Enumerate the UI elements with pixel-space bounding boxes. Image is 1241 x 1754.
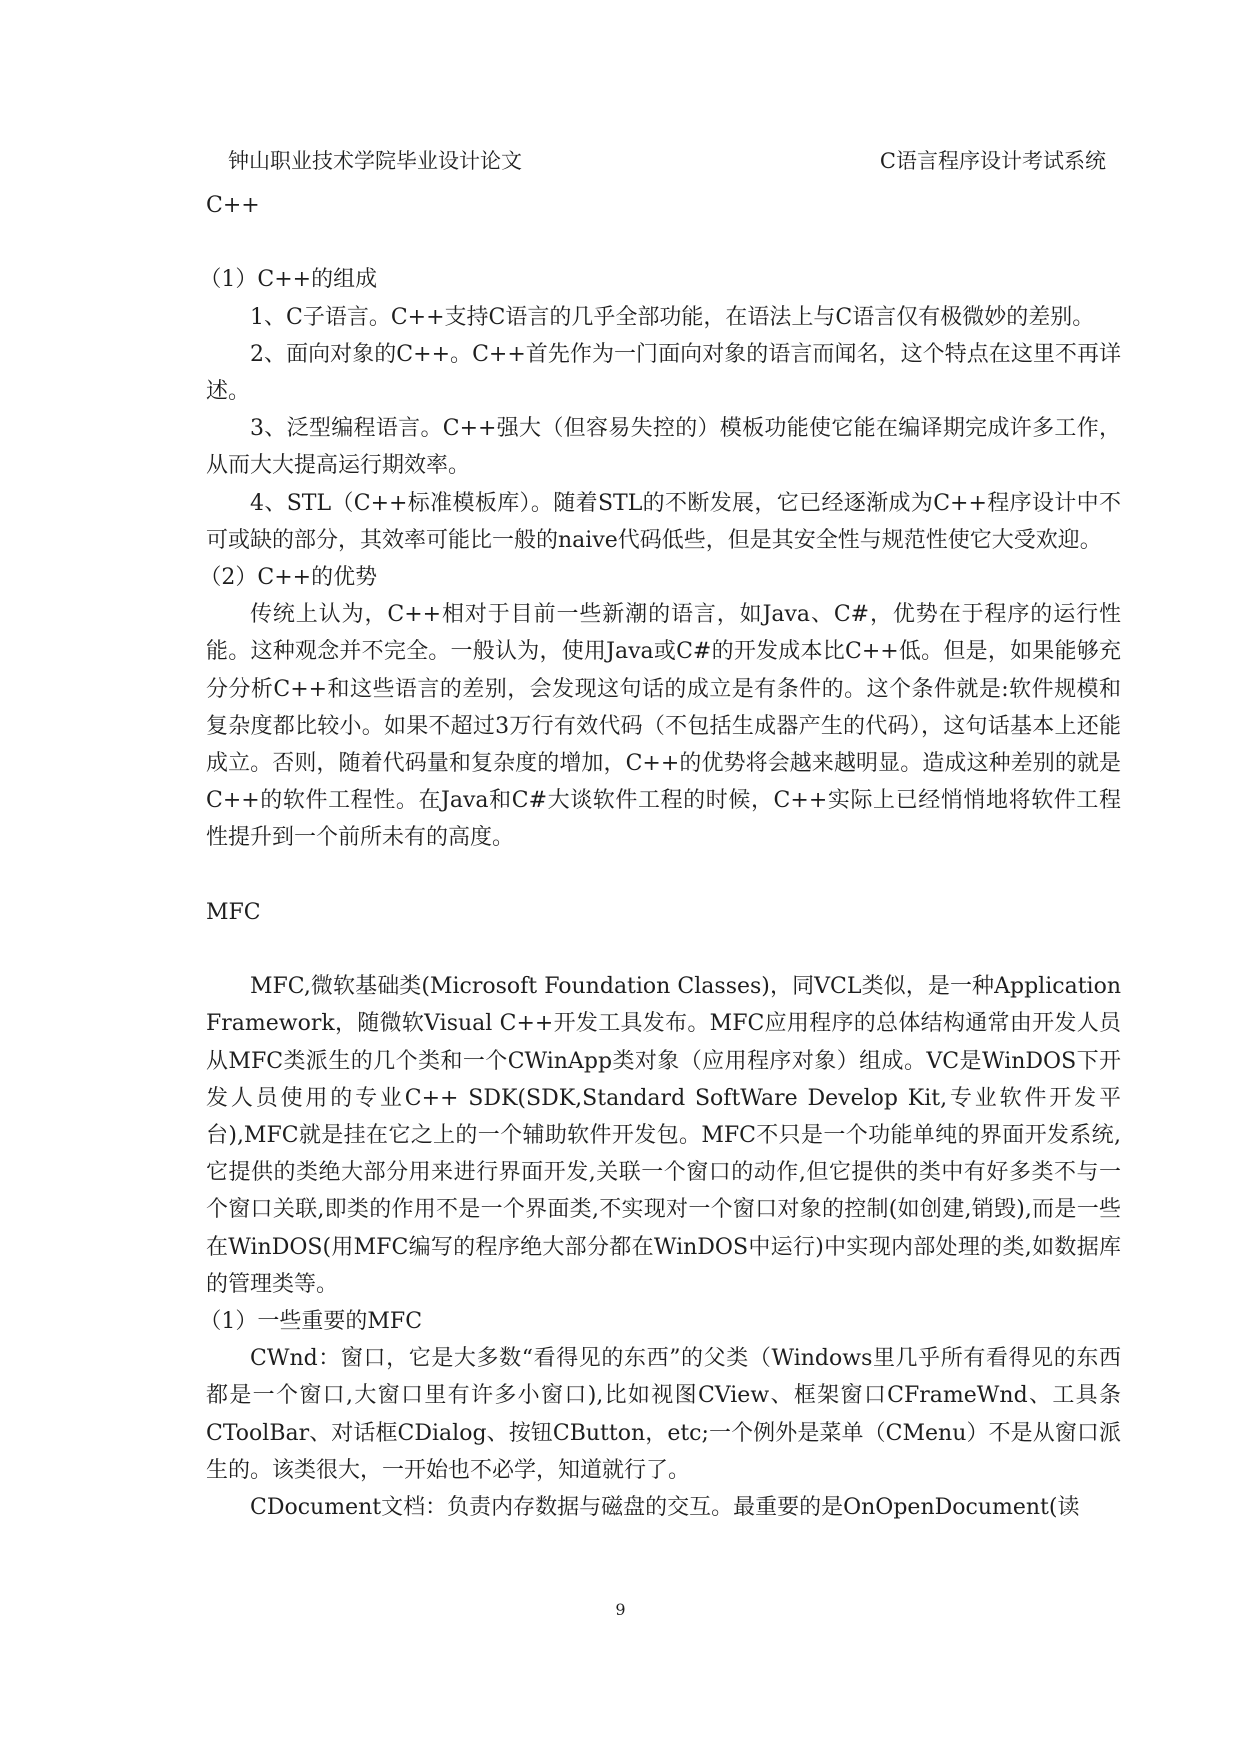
paragraph-cwnd: CWnd：窗口，它是大多数“看得见的东西”的父类（Windows里几乎所有看得见的东西都是一个窗口,大窗口里有许多小窗口),比如视图CView、框架窗口CFrameWnd、工具条CToolBar、对话框CDialog、按钮CButton，etc;一个例外是菜单（CMenu）不是从窗口派生的。该类很大，一开始也不必学，知道就行了。 xyxy=(206,1346,1121,1483)
subheading-cpp-composition: （1）C++的组成 xyxy=(199,267,378,293)
spacer xyxy=(206,931,1121,968)
page-header xyxy=(228,145,1106,177)
header-thesis-title: 钟山职业技术学院毕业设计论文 xyxy=(228,149,522,173)
page-number: 9 xyxy=(615,1600,626,1619)
spacer xyxy=(206,857,1121,894)
paragraph-c-sublanguage: 1、C子语言。C++支持C语言的几乎全部功能，在语法上与C语言仅有极微妙的差别。 xyxy=(250,304,1095,330)
paragraph-cdocument: CDocument文档：负责内存数据与磁盘的交互。最重要的是OnOpenDocument(读 xyxy=(250,1495,1080,1521)
paragraph-object-oriented: 2、面向对象的C++。C++首先作为一门面向对象的语言而闻名，这个特点在这里不再详述。 xyxy=(206,341,1121,404)
spacer xyxy=(206,224,1121,261)
header-system-title: C语言程序设计考试系统 xyxy=(879,149,1106,173)
paragraph-cpp-advantages: 传统上认为，C++相对于目前一些新潮的语言，如Java、C#，优势在于程序的运行性能。这种观念并不完全。一般认为，使用Java或C#的开发成本比C++低。但是，如果能够充分分析C++和这些语言的差别，会发现这句话的成立是有条件的。这个条件就是:软件规模和复杂度都比较小。如果不超过3万行有效代码（不包括生成器产生的代码），这句话基本上还能成立。否则，随着代码量和复杂度的增加，C++的优势将会越来越明显。造成这种差别的就是C++的软件工程性。在Java和C#大谈软件工程的时候，C++实际上已经悄悄地将软件工程性提升到一个前所未有的高度。 xyxy=(206,602,1121,851)
document-body xyxy=(199,187,1121,1526)
paragraph-stl: 4、STL（C++标准模板库）。随着STL的不断发展，它已经逐渐成为C++程序设计中不可或缺的部分，其效率可能比一般的naive代码低些，但是其安全性与规范性使它大受欢迎。 xyxy=(206,490,1121,553)
subheading-important-mfc: （1）一些重要的MFC xyxy=(199,1309,423,1335)
subheading-cpp-advantages: （2）C++的优势 xyxy=(199,565,378,591)
section-heading-cpp: C++ xyxy=(206,193,260,218)
paragraph-mfc-intro: MFC,微软基础类(Microsoft Foundation Classes)，同VCL类似，是一种Application Framework，随微软Visual C++开发工具发布。MFC应用程序的总体结构通常由开发人员从MFC类派生的几个类和一个CWinApp类对象（应用程序对象）组成。VC是WinDOS下开发人员使用的专业C++ SDK(SDK,Standard SoftWare Develop Kit,专业软件开发平台),MFC就是挂在它之上的一个辅助软件开发包。MFC不只是一个功能单纯的界面开发系统,它提供的类绝大部分用来进行界面开发,关联一个窗口的动作,但它提供的类中有好多类不与一个窗口关联,即类的作用不是一个界面类,不实现对一个窗口对象的控制(如创建,销毁),而是一些在WinDOS(用MFC编写的程序绝大部分都在WinDOS中运行)中实现内部处理的类,如数据库的管理类等。 xyxy=(206,974,1121,1297)
section-heading-mfc: MFC xyxy=(206,899,261,925)
paragraph-generic-programming: 3、泛型编程语言。C++强大（但容易失控的）模板功能使它能在编译期完成许多工作，从而大大提高运行期效率。 xyxy=(206,416,1121,479)
